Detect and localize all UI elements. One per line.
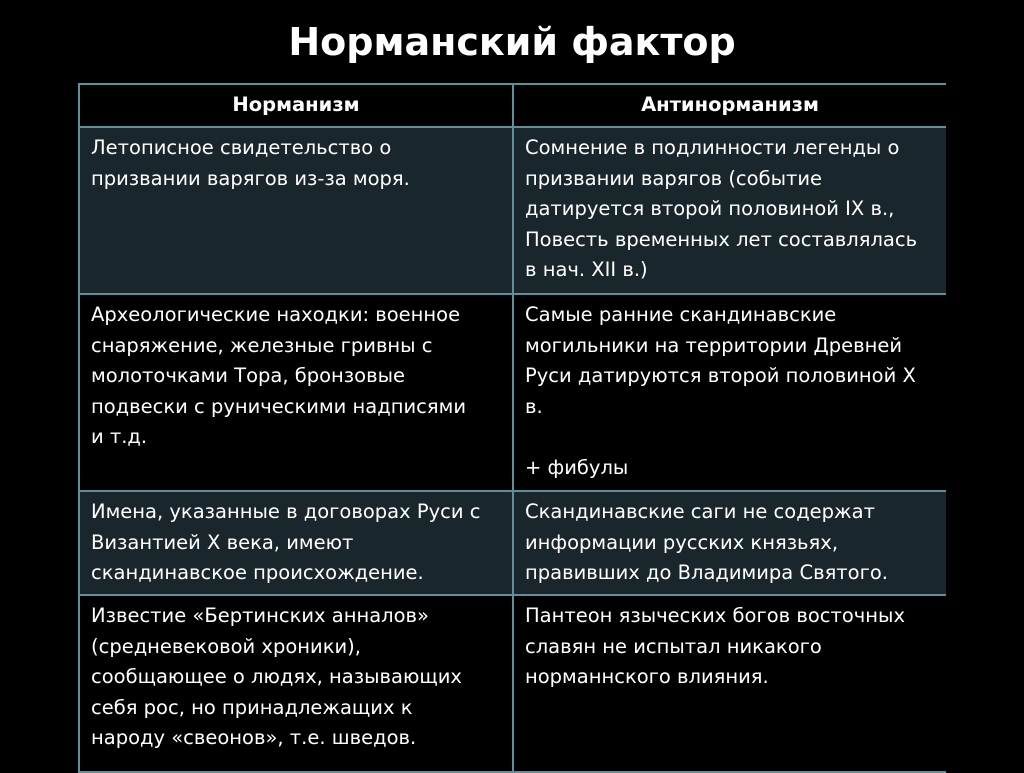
cell-antinormanism: [513, 491, 946, 595]
cell-normanism: [79, 294, 513, 491]
table-row: [79, 491, 946, 595]
table-header-row: [79, 84, 946, 127]
cell-text: Имена, указанные в договорах Руси с Византией X века, имеют скандинавское происхождение.: [91, 500, 481, 584]
cell-text: Летописное свидетельство о призвании варягов из-за моря.: [91, 136, 410, 190]
cell-normanism: [79, 127, 513, 294]
cell-normanism: [79, 491, 513, 595]
comparison-table-container: [78, 83, 946, 773]
cell-text: Скандинавские саги не содержат информации русских князьях, правивших до Владимира Святого.: [525, 500, 888, 584]
header-normanism: Норманизм: [79, 84, 513, 127]
comparison-table: [78, 83, 946, 773]
cell-antinormanism: [513, 127, 946, 294]
table-row: [79, 595, 946, 772]
cell-text: Сомнение в подлинности легенды о призвании варягов (событие датируется второй половиной IX в., Повесть временных лет составлялась в нач. XII в.): [525, 136, 918, 281]
slide-title: Норманский фактор: [288, 20, 736, 64]
cell-antinormanism: [513, 294, 946, 491]
cell-text: Самые ранние скандинавские могильники на территории Древней Руси датируются второй половиной X в. + фибулы: [525, 303, 916, 479]
cell-antinormanism: [513, 595, 946, 772]
header-antinormanism: Антинорманизм: [513, 84, 946, 127]
cell-text: Археологические находки: военное снаряжение, железные гривны с молоточками Тора, бронзовые подвески с руническими надписями и т.д.: [91, 303, 466, 448]
cell-text: Пантеон языческих богов восточных славян не испытал никакого норманнского влияния.: [525, 604, 905, 688]
table-row: [79, 127, 946, 294]
cell-text: Известие «Бертинских анналов» (средневековой хроники), сообщающее о людях, называющих себя рос, но принадлежащих к народу «свеонов», т.е. шведов.: [91, 604, 462, 749]
cell-normanism: [79, 595, 513, 772]
table-row: [79, 294, 946, 491]
